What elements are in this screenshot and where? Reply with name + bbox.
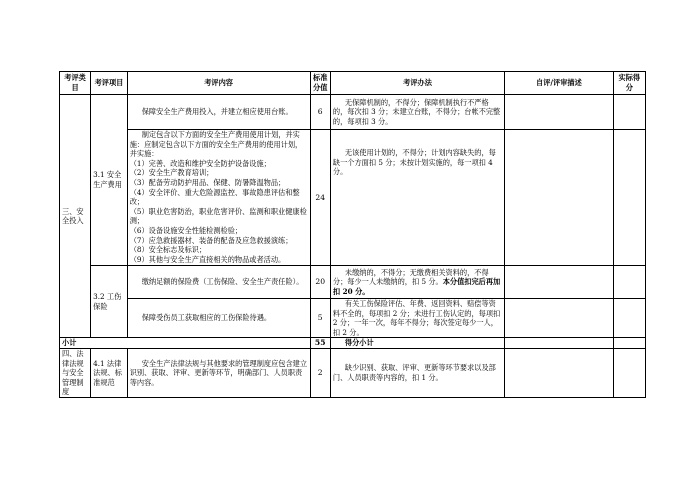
content-cell: 制定包含以下方面的安全生产费用使用计划，并实施：应制定包含以下方面的安全生产费用的使用计划，并实施： （1）完善、改造和维护安全防护设备设施； （2）安全生产教育培训； （3）配备劳动防护用品、保健、防暑降温物品； （4）安全评价、重大危险源监控、事故隐患评估和整改； （5）职业危害防治，职业危害评价、监测和职业健康检测； （6）设备设施安全性能检测检验； （7）应急救援器材、装备的配备及应急救援演练； （8）安全标志及标识； （9）其他与安全生产直接相关的物品或者活动。 <box>127 130 310 266</box>
actual-score-cell <box>613 130 645 266</box>
review-cell <box>505 348 614 397</box>
actual-score-cell <box>613 348 645 397</box>
content-cell: 保障受伤员工获取相应的工伤保险待遇。 <box>127 299 310 338</box>
actual-score-cell <box>613 338 645 349</box>
evaluation-table <box>59 71 646 398</box>
actual-score-cell <box>613 266 645 299</box>
header-content: 考评内容 <box>127 72 310 95</box>
header-score: 标准分值 <box>310 72 330 95</box>
score-cell: 24 <box>310 130 330 266</box>
header-actual-score: 实际得分 <box>613 72 645 95</box>
subtotal-label: 小计 <box>60 338 311 349</box>
category-cell: 三、安全投入 <box>60 95 91 338</box>
content-cell: 缴纳足额的保险费（工伤保险、安全生产责任险）。 <box>127 266 310 299</box>
content-cell: 保障安全生产费用投入，并建立相应使用台账。 <box>127 95 310 130</box>
review-cell <box>505 130 614 266</box>
header-item: 考评项目 <box>91 72 128 95</box>
header-category: 考评类目 <box>60 72 91 95</box>
table-row <box>60 95 646 130</box>
content-cell: 安全生产法律法规与其他要求的管理制度应包含建立识别、获取、评审、更新等环节，明确部门、人员职责等内容。 <box>127 348 310 397</box>
category-cell: 四、法律法规与安全管理制度 <box>60 348 91 397</box>
review-cell <box>505 266 614 299</box>
score-cell: 5 <box>310 299 330 338</box>
table-row <box>60 348 646 397</box>
score-cell: 2 <box>310 348 330 397</box>
method-cell: 无该使用计划的，不得分；计划内容缺失的，每缺一个方面扣 5 分；未按计划实施的，每一项扣 4 分。 <box>330 130 504 266</box>
header-review: 自评/评审描述 <box>505 72 614 95</box>
review-cell <box>505 338 614 349</box>
table-row <box>60 130 646 266</box>
actual-score-cell <box>613 95 645 130</box>
item-cell: 4.1 法律法规、标准规范 <box>91 348 128 397</box>
table-row <box>60 266 646 299</box>
actual-score-cell <box>613 299 645 338</box>
subtotal-score: 55 <box>310 338 330 349</box>
header-row <box>60 72 646 95</box>
method-cell: 有关工伤保险评估、年费、返回资料、赔偿等资料不全的，每项扣 2 分；未进行工伤认定的，每项扣 2 分；一年一次，每年不得分；每次签定每少一人，扣 2 分。 <box>330 299 504 338</box>
method-cell: 无保障机制的，不得分；保障机制执行不严格的，每次扣 3 分；未建立台账，不得分；台帐不完整的，每项扣 3 分。 <box>330 95 504 130</box>
method-cell: 缺少识别、获取、评审、更新等环节要求以及部门、人员职责等内容的，扣 1 分。 <box>330 348 504 397</box>
method-cell: 未缴纳的，不得分；无缴费相关资料的，不得分；每少一人未缴纳的，扣 5 分。本分值扣完后再加扣 20 分。 <box>330 266 504 299</box>
item-cell: 3.1 安全生产费用 <box>91 95 128 266</box>
item-cell: 3.2 工伤保险 <box>91 266 128 338</box>
header-method: 考评办法 <box>330 72 504 95</box>
table-row <box>60 299 646 338</box>
subtotal-label-2: 得分小计 <box>330 338 504 349</box>
review-cell <box>505 95 614 130</box>
score-cell: 6 <box>310 95 330 130</box>
review-cell <box>505 299 614 338</box>
subtotal-row <box>60 338 646 349</box>
score-cell: 20 <box>310 266 330 299</box>
